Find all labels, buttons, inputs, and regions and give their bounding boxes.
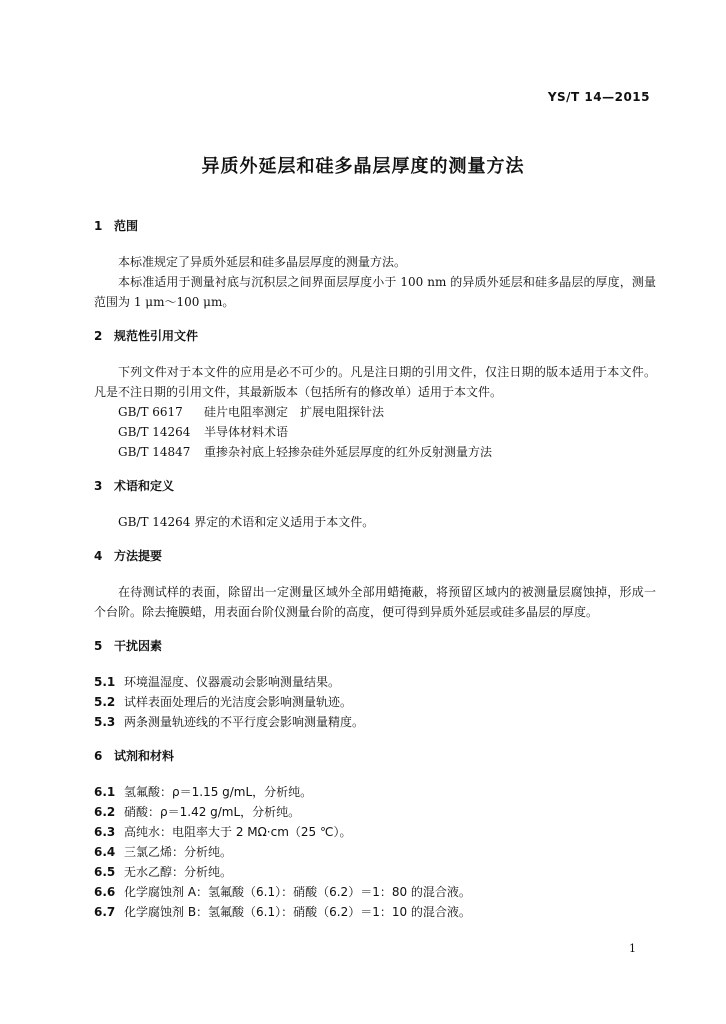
section-1-heading bbox=[94, 216, 656, 236]
reference-name: 硅片电阻率测定 扩展电阻探针法 bbox=[204, 405, 385, 419]
section-title: 干扰因素 bbox=[114, 639, 163, 653]
section-5-heading bbox=[94, 636, 656, 656]
list-item bbox=[94, 882, 656, 902]
item-number: 6.6 bbox=[94, 885, 116, 899]
standard-number: YS/T 14—2015 bbox=[547, 90, 650, 104]
section-number: 6 bbox=[94, 749, 103, 763]
list-item bbox=[94, 782, 656, 802]
list-item bbox=[94, 822, 656, 842]
document-title: 异质外延层和硅多晶层厚度的测量方法 bbox=[201, 156, 525, 177]
item-number: 6.2 bbox=[94, 805, 116, 819]
list-item bbox=[94, 902, 656, 922]
section-6-heading bbox=[94, 746, 656, 766]
section-title: 试剂和材料 bbox=[114, 749, 175, 763]
item-text: 化学腐蚀剂 A：氢氟酸（6.1）：硝酸（6.2）＝1：80 的混合液。 bbox=[124, 885, 471, 899]
item-text: 两条测量轨迹线的不平行度会影响测量精度。 bbox=[124, 715, 365, 729]
reference-name: 半导体材料术语 bbox=[204, 425, 289, 439]
item-text: 无水乙醇：分析纯。 bbox=[124, 865, 233, 879]
reference-item bbox=[94, 442, 656, 462]
item-number: 5.1 bbox=[94, 675, 116, 689]
item-text: 环境温湿度、仪器震动会影响测量结果。 bbox=[124, 675, 341, 689]
section-4-heading bbox=[94, 546, 656, 566]
section-number: 4 bbox=[94, 549, 103, 563]
list-item bbox=[94, 802, 656, 822]
list-item bbox=[94, 712, 656, 732]
section-2-paragraph-1: 下列文件对于本文件的应用是必不可少的。凡是注日期的引用文件，仅注日期的版本适用于本文件。凡是不注日期的引用文件，其最新版本（包括所有的修改单）适用于本文件。 bbox=[94, 365, 656, 399]
reference-name: 重掺杂衬底上轻掺杂硅外延层厚度的红外反射测量方法 bbox=[204, 445, 493, 459]
section-title: 范围 bbox=[114, 219, 139, 233]
section-2-heading bbox=[94, 326, 656, 346]
reference-code: GB/T 14264 bbox=[118, 425, 191, 439]
item-text: 高纯水：电阻率大于 2 MΩ·cm（25 ℃）。 bbox=[124, 825, 352, 839]
reference-code: GB/T 6617 bbox=[118, 405, 183, 419]
item-text: 三氯乙烯：分析纯。 bbox=[124, 845, 233, 859]
item-text: 氢氟酸：ρ＝1.15 g/mL，分析纯。 bbox=[124, 785, 313, 799]
item-text: 试样表面处理后的光洁度会影响测量轨迹。 bbox=[124, 695, 353, 709]
item-number: 6.3 bbox=[94, 825, 116, 839]
page-number: 1 bbox=[629, 942, 636, 955]
section-number: 3 bbox=[94, 479, 103, 493]
list-item bbox=[94, 672, 656, 692]
section-3-paragraph-1: GB/T 14264 界定的术语和定义适用于本文件。 bbox=[118, 515, 375, 529]
item-number: 5.2 bbox=[94, 695, 116, 709]
list-item bbox=[94, 692, 656, 712]
item-text: 硝酸：ρ＝1.42 g/mL，分析纯。 bbox=[124, 805, 301, 819]
section-4-paragraph-1: 在待测试样的表面，除留出一定测量区域外全部用蜡掩蔽，将预留区域内的被测量层腐蚀掉，形成一个台阶。除去掩膜蜡，用表面台阶仪测量台阶的高度，便可得到异质外延层或硅多晶层的厚度。 bbox=[94, 585, 656, 619]
document-body bbox=[94, 216, 656, 922]
item-number: 6.4 bbox=[94, 845, 116, 859]
section-number: 2 bbox=[94, 329, 103, 343]
item-number: 6.1 bbox=[94, 785, 116, 799]
item-number: 5.3 bbox=[94, 715, 116, 729]
item-number: 6.5 bbox=[94, 865, 116, 879]
item-number: 6.7 bbox=[94, 905, 116, 919]
section-3-heading bbox=[94, 476, 656, 496]
list-item bbox=[94, 862, 656, 882]
section-1-paragraph-1: 本标准规定了异质外延层和硅多晶层厚度的测量方法。 bbox=[118, 255, 407, 269]
item-text: 化学腐蚀剂 B：氢氟酸（6.1）：硝酸（6.2）＝1：10 的混合液。 bbox=[124, 905, 471, 919]
reference-item bbox=[94, 422, 656, 442]
section-number: 5 bbox=[94, 639, 103, 653]
section-1-paragraph-2: 本标准适用于测量衬底与沉积层之间界面层厚度小于 100 nm 的异质外延层和硅多晶层的厚度，测量范围为 1 μm～100 μm。 bbox=[94, 275, 656, 309]
section-title: 规范性引用文件 bbox=[114, 329, 199, 343]
section-title: 方法提要 bbox=[114, 549, 163, 563]
reference-item bbox=[94, 402, 656, 422]
reference-code: GB/T 14847 bbox=[118, 445, 191, 459]
section-title: 术语和定义 bbox=[114, 479, 175, 493]
list-item bbox=[94, 842, 656, 862]
section-number: 1 bbox=[94, 219, 103, 233]
